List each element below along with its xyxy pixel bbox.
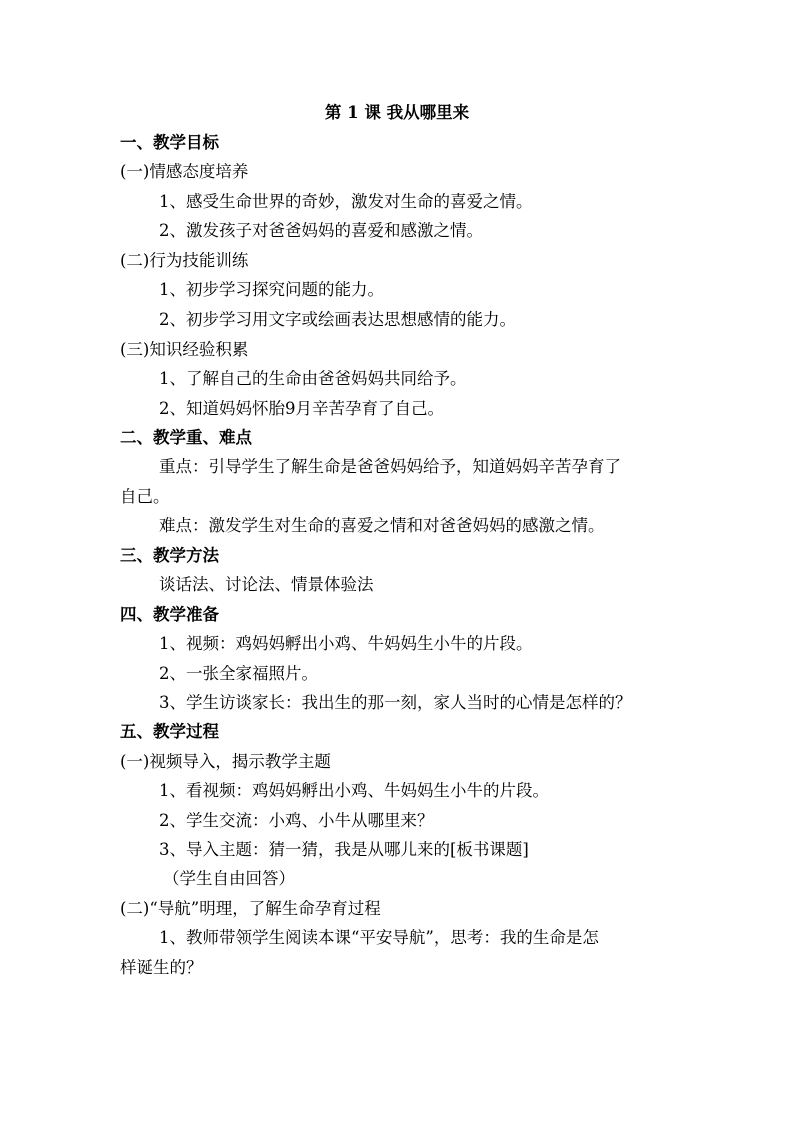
list-item: 2、学生交流：小鸡、小牛从哪里来？ — [159, 811, 434, 830]
list-item: 1、教师带领学生阅读本课“平安导航”，思考：我的生命是怎 — [159, 928, 599, 947]
paragraph-methods: 谈话法、讨论法、情景体验法 — [159, 575, 374, 594]
subsection-heading-knowledge: (三)知识经验积累 — [120, 340, 249, 359]
list-item: 2、一张全家福照片。 — [159, 664, 318, 683]
section-heading-key-points: 二、教学重、难点 — [120, 428, 252, 447]
list-item: 2、激发孩子对爸爸妈妈的喜爱和感激之情。 — [159, 221, 483, 240]
paragraph-difficulty: 难点：激发学生对生命的喜爱之情和对爸爸妈妈的感激之情。 — [159, 516, 605, 535]
list-item: 1、视频：鸡妈妈孵出小鸡、牛妈妈生小牛的片段。 — [159, 634, 533, 653]
list-item: 3、学生访谈家长：我出生的那一刻，家人当时的心情是怎样的？ — [159, 693, 632, 712]
subsection-heading-navigation: (二)“导航”明理，了解生命孕育过程 — [120, 899, 381, 918]
list-item: 2、知道妈妈怀胎9月辛苦孕育了自己。 — [159, 399, 444, 418]
section-heading-process: 五、教学过程 — [120, 722, 219, 741]
lesson-title: 第 1 课 我从哪里来 — [324, 103, 470, 122]
section-heading-teaching-goals: 一、教学目标 — [120, 133, 219, 152]
list-item: 1、感受生命世界的奇妙，激发对生命的喜爱之情。 — [159, 192, 533, 211]
section-heading-methods: 三、教学方法 — [120, 546, 219, 565]
subsection-heading-video-intro: (一)视频导入，揭示教学主题 — [120, 752, 331, 771]
section-heading-preparation: 四、教学准备 — [120, 605, 219, 624]
list-item: 1、了解自己的生命由爸爸妈妈共同给予。 — [159, 369, 467, 388]
subsection-heading-skills: (二)行为技能训练 — [120, 251, 249, 270]
paragraph-continuation: 自己。 — [120, 487, 170, 506]
subsection-heading-emotion: (一)情感态度培养 — [120, 162, 249, 181]
list-item: 3、导入主题：猜一猜，我是从哪儿来的[板书课题] — [159, 840, 529, 859]
list-item: 1、初步学习探究问题的能力。 — [159, 280, 384, 299]
paragraph-continuation: 样诞生的？ — [120, 958, 203, 977]
note-student-answer: （学生自由回答） — [163, 869, 295, 888]
paragraph-key-point: 重点：引导学生了解生命是爸爸妈妈给予，知道妈妈辛苦孕育了 — [159, 457, 621, 476]
list-item: 1、看视频：鸡妈妈孵出小鸡、牛妈妈生小牛的片段。 — [159, 781, 549, 800]
list-item: 2、初步学习用文字或绘画表达思想感情的能力。 — [159, 310, 516, 329]
